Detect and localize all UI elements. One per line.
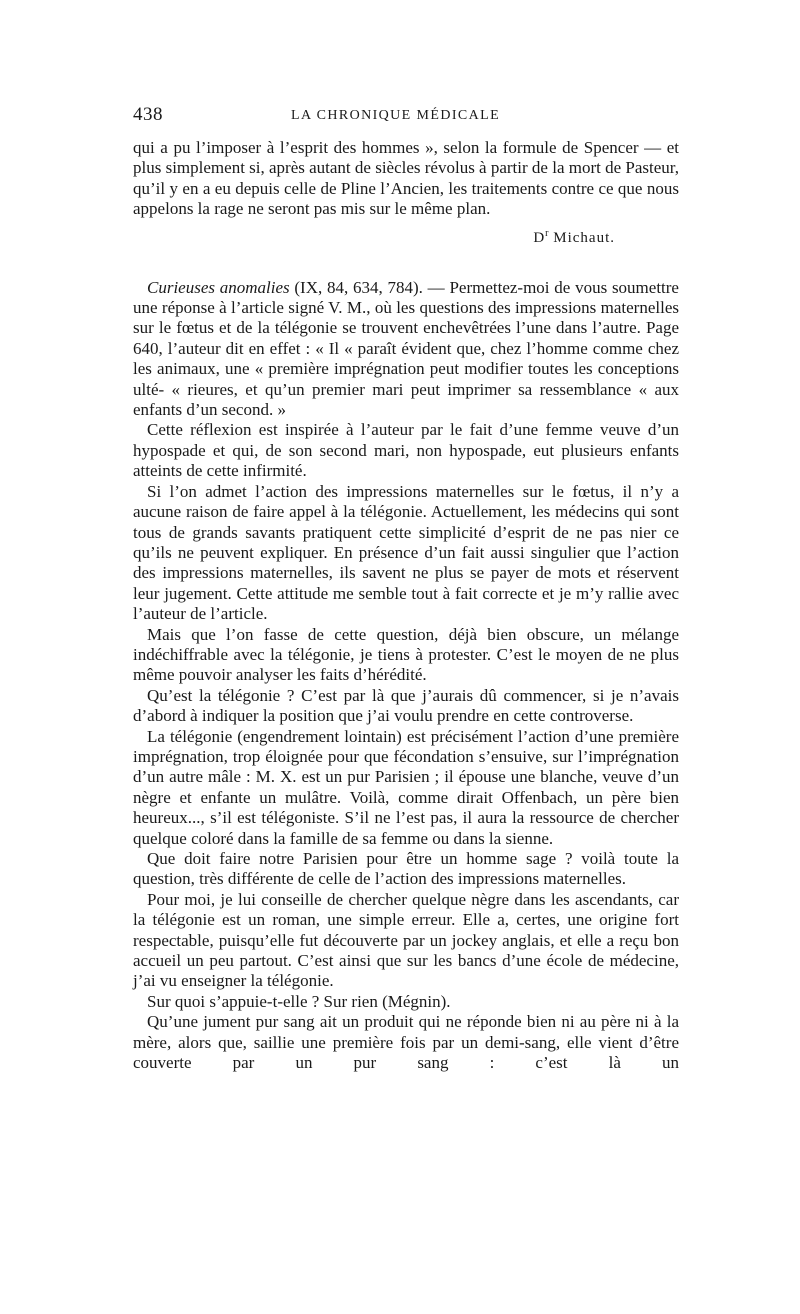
running-title: LA CHRONIQUE MÉDICALE: [291, 108, 501, 123]
article-paragraph-1: Cette réflexion est inspirée à l’auteur par le fait d’une femme veuve d’un hypospade et qui, de son second mari, non hypospade, eut plusieurs enfants atteints de cette infirmité.: [133, 420, 679, 481]
article-paragraph-7: Pour moi, je lui conseille de chercher quelque nègre dans les ascendants, car la télégonie est un roman, une simple erreur. Elle a, certes, une origine fort respectable, puisqu’elle fut découverte par un jockey anglais, et elle a reçu bon accueil un peu partout. C’est ainsi que sur les bancs d’une école de médecine, j’ai vu enseigner la télégonie.: [133, 889, 679, 991]
page-number: 438: [133, 104, 163, 125]
body-text: [133, 138, 679, 1073]
article-heading-ref: (IX, 84, 634, 784). — Permettez-moi de vous soumettre une réponse à l’article signé V. M., où les questions des impressions maternelles sur le fœtus et de la télégonie se trouvent enchevêtrées l’une dans l’autre. Page 640, l’auteur dit en effet : « Il « paraît évident que, chez l’homme comme chez les animaux, une « première imprégnation peut modifier toutes les conceptions ulté- « rieures, et qu’un premier mari peut imprimer sa ressemblance « aux enfants d’un second. »: [133, 277, 679, 420]
page-header: [133, 104, 679, 132]
article-paragraph-3: Mais que l’on fasse de cette question, déjà bien obscure, un mélange indéchiffrable avec la télégonie, je tiens à protester. C’est le moyen de ne plus même pouvoir analyser les faits d’hérédité.: [133, 624, 679, 685]
section-gap: [133, 244, 679, 278]
article-paragraph-8: Sur quoi s’appuie-t-elle ? Sur rien (Mégnin).: [147, 991, 451, 1011]
article-paragraph-9: Qu’une jument pur sang ait un produit qui ne réponde bien ni au père ni à la mère, alors que, saillie une première fois par un demi-sang, elle vient d’être couverte par un pur sang : c’est là un: [133, 1012, 679, 1073]
article-paragraph-4: Qu’est la télégonie ? C’est par là que j’aurais dû commencer, si je n’avais d’abord à indiquer la position que j’ai voulu prendre en cette controverse.: [133, 685, 679, 726]
signature-name: Michaut.: [553, 229, 615, 246]
article-heading: Curieuses anomalies: [147, 277, 290, 297]
article-opening-paragraph: [133, 278, 679, 421]
signature-title-sup: r: [545, 227, 549, 239]
signature-title: D: [533, 229, 546, 246]
article-paragraph-5: La télégonie (engendrement lointain) est précisément l’action d’une première imprégnation, trop éloignée pour que fécondation s’ensuive, sur l’imprégnation d’un autre mâle : M. X. est un pur Parisien ; il épouse une blanche, veuve d’un nègre et enfante un mulâtre. Voilà, comme dirait Offenbach, un père bien heureux..., s’il est télégoniste. S’il ne l’est pas, il aura la ressource de chercher quelque coloré dans la famille de sa femme ou dans la sienne.: [133, 726, 679, 848]
article-paragraph-2: Si l’on admet l’action des impressions maternelles sur le fœtus, il n’y a aucune raison de faire appel à la télégonie. Actuellement, les médecins qui sont tous de grands savants pratiquent cette simplicité d’esprit de ne pas nier ce qu’ils ne peuvent expliquer. En présence d’un fait aussi singulier que l’action des impressions maternelles, ils savent ne plus se payer de mots et réservent leur jugement. Cette attitude me semble tout à fait correcte et je m’y rallie avec l’auteur de l’article.: [133, 481, 679, 624]
article-paragraph-6: Que doit faire notre Parisien pour être un homme sage ? voilà toute la question, très différente de celle de l’action des impressions maternelles.: [133, 849, 679, 889]
intro-paragraph: qui a pu l’imposer à l’esprit des hommes », selon la formule de Spencer — et plus simplement si, après autant de siècles révolus à partir de la mort de Pasteur, qu’il y en a eu depuis celle de Pline l’Ancien, les traitements contre ce que nous appelons la rage ne seront pas mis sur le même plan.: [133, 138, 680, 219]
author-signature: [133, 224, 679, 244]
